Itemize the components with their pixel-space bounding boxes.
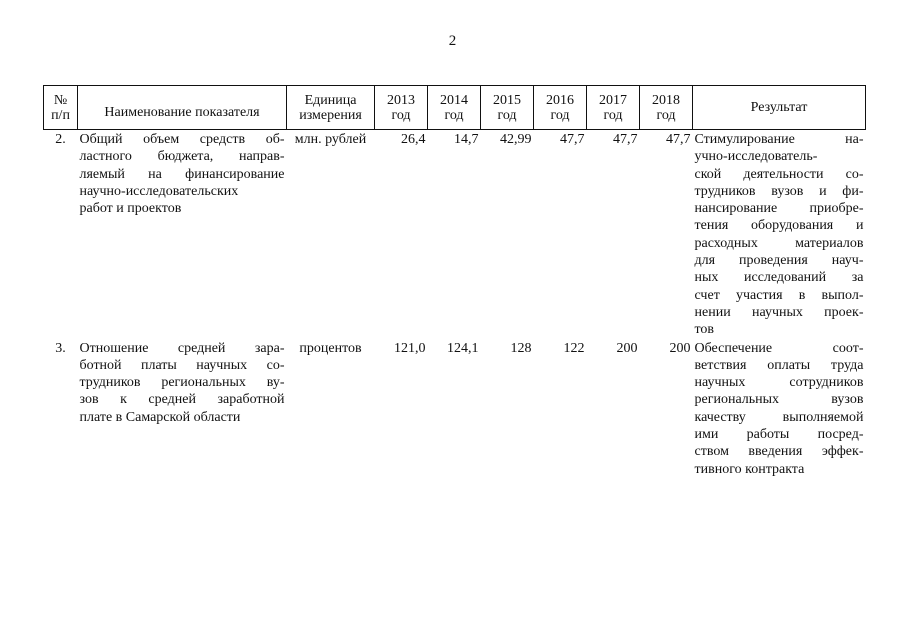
result-text: Обеспечение соот- ветствия оплаты труда научных сотрудников региональных вузов качеству выполняемой ими работы посред- ством введения эффек- тивного контракта	[694, 340, 864, 477]
header-year-2017: 2017 год	[587, 86, 640, 130]
value-2015: 42,99	[500, 132, 532, 147]
value-2016: 122	[563, 340, 585, 356]
value-2015: 128	[510, 340, 532, 356]
value-2014: 124,1	[447, 340, 479, 356]
row-number: 3.	[55, 340, 66, 356]
header-row	[44, 86, 866, 130]
indicator-name: Отношение средней зара- ботной платы научных со- трудников региональных ву- зов к средней заработной плате в Самарской области	[79, 340, 285, 425]
unit-value: млн. рублей	[294, 132, 367, 147]
value-2018: 47,7	[666, 132, 691, 147]
header-year-2014: 2014 год	[428, 86, 481, 130]
value-2013: 26,4	[401, 132, 426, 147]
page-number: 2	[448, 33, 457, 49]
header-num: № п/п	[44, 86, 78, 130]
header-year-2015: 2015 год	[481, 86, 534, 130]
indicator-name: Общий объем средств об- ластного бюджета, направ- ляемый на финансирование научно-исследовательских работ и проектов	[79, 132, 285, 217]
header-unit: Единица измерения	[287, 86, 375, 130]
table-row	[44, 130, 866, 339]
header-year-2018: 2018 год	[640, 86, 693, 130]
result-text: Стимулирование на- учно-исследователь- ской деятельности со- трудников вузов и фи- нансирование приобре- тения оборудования и расходных материалов для проведения науч- ных исследований за счет участия в выпол- нении научных проек- тов	[694, 132, 864, 338]
value-2016: 47,7	[560, 132, 585, 147]
header-name: Наименование показателя	[78, 86, 287, 130]
indicators-table	[43, 85, 866, 478]
value-2017: 200	[616, 340, 638, 356]
row-number: 2.	[55, 132, 66, 147]
unit-value: процентов	[299, 340, 362, 356]
value-2013: 121,0	[394, 340, 426, 356]
value-2014: 14,7	[454, 132, 479, 147]
value-2018: 200	[669, 340, 691, 356]
header-result: Результат	[693, 86, 866, 130]
header-year-2016: 2016 год	[534, 86, 587, 130]
header-year-2013: 2013 год	[375, 86, 428, 130]
table-row	[44, 339, 866, 478]
value-2017: 47,7	[613, 132, 638, 147]
